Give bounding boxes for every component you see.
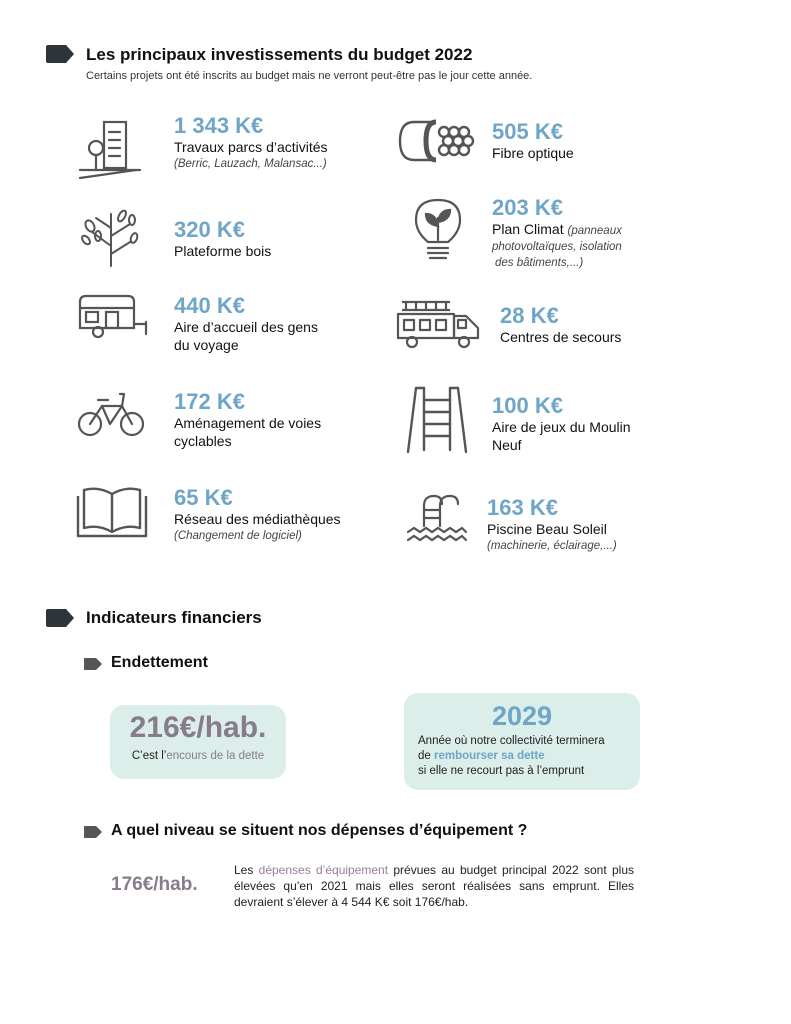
item-label: Plan Climat <box>492 221 564 237</box>
item-label-2: cyclables <box>174 433 232 449</box>
subsection-tag-icon <box>84 658 102 670</box>
item-amount: 28 K€ <box>500 303 559 328</box>
item-amount: 440 K€ <box>174 293 245 318</box>
investment-item-plan-climat <box>492 196 622 271</box>
item-sub: photovoltaïques, isolation <box>492 241 622 253</box>
pool-icon <box>404 492 470 550</box>
item-label: Centres de secours <box>500 329 622 345</box>
section-tag-icon <box>46 45 74 63</box>
item-label: Aire de jeux du Moulin <box>492 419 631 435</box>
debt-title: Endettement <box>111 654 208 671</box>
equipment-para-highlight: dépenses d’équipement <box>258 863 389 877</box>
item-amount: 163 K€ <box>487 495 558 520</box>
item-amount: 320 K€ <box>174 217 245 242</box>
playground-icon <box>404 384 470 454</box>
equipment-per-capita-value: 176€/hab. <box>111 874 198 895</box>
fiber-optic-icon <box>396 118 482 164</box>
investment-item-fibre <box>492 120 574 162</box>
equipment-paragraph <box>234 862 634 910</box>
item-amount: 505 K€ <box>492 119 563 144</box>
caravan-icon <box>74 292 150 342</box>
item-label-2: Neuf <box>492 437 522 453</box>
investment-item-centres-secours <box>500 304 621 346</box>
debt-card-text: C’est l’ <box>131 750 167 762</box>
item-amount: 1 343 K€ <box>174 113 264 138</box>
debt-per-capita-card <box>110 705 286 779</box>
item-amount: 100 K€ <box>492 393 563 418</box>
investment-item-mediatheques <box>174 486 341 544</box>
equipment-title: A quel niveau se situent nos dépenses d’équipement ? <box>111 822 528 839</box>
investments-subtitle: Certains projets ont été inscrits au budget mais ne verront peut-être pas le jour cette année. <box>86 70 533 82</box>
subsection-tag-icon <box>84 826 102 838</box>
investments-title: Les principaux investissements du budget 2022 <box>86 45 473 64</box>
item-amount: 172 K€ <box>174 389 245 414</box>
investment-item-aire-accueil <box>174 294 318 354</box>
debt-end-year-value: 2029 <box>491 701 553 731</box>
investment-item-piscine <box>487 496 617 554</box>
investment-item-aire-jeux <box>492 394 631 454</box>
item-amount: 203 K€ <box>492 195 563 220</box>
item-sub: (Berric, Lauzach, Malansac...) <box>174 158 327 170</box>
item-sub: (Changement de logiciel) <box>174 530 302 542</box>
debt-card-highlight: encours de la dette <box>166 750 265 762</box>
tree-icon <box>78 206 144 268</box>
item-sub-2: des bâtiments,...) <box>495 257 584 269</box>
item-label: Travaux parcs d’activités <box>174 139 328 155</box>
item-label: Piscine Beau Soleil <box>487 521 607 537</box>
item-label-2: du voyage <box>174 337 239 353</box>
book-icon <box>76 484 148 540</box>
item-amount: 65 K€ <box>174 485 233 510</box>
lightbulb-plant-icon <box>412 196 464 266</box>
bicycle-icon <box>76 388 146 440</box>
equipment-para-prefix: Les <box>234 863 259 877</box>
investment-item-voies-cyclables <box>174 390 321 450</box>
item-label: Aire d’accueil des gens <box>174 319 318 335</box>
investment-item-parcs <box>174 114 328 172</box>
investment-item-plateforme <box>174 218 271 260</box>
building-icon <box>76 118 146 182</box>
debt-year-line3: si elle ne recourt pas à l’emprunt <box>418 765 585 777</box>
item-label: Réseau des médiathèques <box>174 511 341 527</box>
fire-truck-icon <box>394 298 482 350</box>
indicators-title: Indicateurs financiers <box>86 608 262 627</box>
item-sub: (machinerie, éclairage,...) <box>487 540 617 552</box>
debt-year-highlight: rembourser sa dette <box>434 750 545 762</box>
item-label: Aménagement de voies <box>174 415 322 431</box>
equipment-para-rest: prévues au budget principal 2022 sont plus élevées qu’en 2021 mais elles seront réalisées sans emprunt. Elles devraient s’élever à 4 544 K€ soit 176€/hab. <box>234 863 634 909</box>
debt-end-year-card <box>404 693 640 790</box>
item-sub-inline: (panneaux <box>567 225 622 237</box>
debt-per-capita-value: 216€/hab. <box>129 711 267 744</box>
debt-year-line1: Année où notre collectivité terminera <box>418 735 605 747</box>
section-tag-icon <box>46 609 74 627</box>
item-label: Plateforme bois <box>174 243 272 259</box>
item-label: Fibre optique <box>492 145 574 161</box>
debt-year-line2: de <box>418 750 434 762</box>
